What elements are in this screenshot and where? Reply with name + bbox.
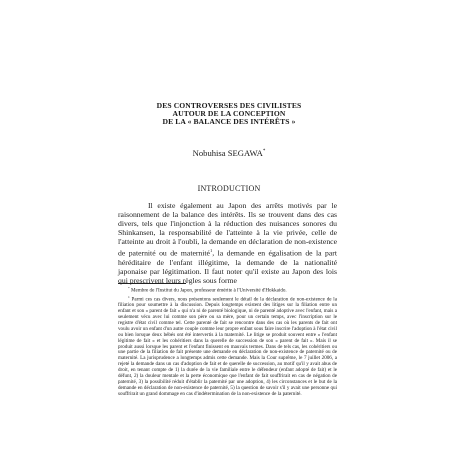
article-title xyxy=(0,102,458,127)
footnote-author xyxy=(118,286,337,295)
footnote-reference-1: 1 xyxy=(209,248,213,254)
body-paragraph xyxy=(118,201,337,285)
footnotes xyxy=(118,286,337,398)
footnote-1 xyxy=(118,295,337,398)
paragraph-text-continued: , la demande en égalisation de la part héréditaire de l'enfant illégitime, la demande de la nationalité japonaise par légitimation. Il faut noter qu'il existe au Japon des lois qui prescrivent leurs règles sous forme xyxy=(118,249,337,286)
section-heading: INTRODUCTION xyxy=(197,184,261,193)
author-footnote-marker: * xyxy=(262,149,266,155)
author-name: Nobuhisa SEGAWA xyxy=(192,148,263,158)
title-line-1: DES CONTROVERSES DES CIVILISTES xyxy=(156,101,302,110)
author-line xyxy=(0,148,458,158)
footnote-separator xyxy=(118,283,186,284)
title-line-2: AUTOUR DE LA CONCEPTION xyxy=(172,109,286,119)
footnote-marker-star: * xyxy=(128,286,130,290)
footnote-author-text: Membre de l'Institut du Japon, professeur émérite à l'Université d'Hokkaido. xyxy=(131,287,287,294)
paragraph-text: Il existe également au Japon des arrêts motivés par le raisonnement de la balance des intérêts. Ils se trouvent dans des cas divers, tels que l'injonction à la réduction des nuisances sonores du Shinkansen, la responsabilité de l'atteinte à la vie privée, celle de l'atteinte au droit à l'oubli, la demande en déclaration de non-existence de paternité ou de maternité xyxy=(118,201,337,259)
footnote-1-text: Parmi ces cas divers, nous présentons seulement le détail de la déclaration de non-existence de la filiation pour soumettre à la discussion. Depuis longtemps existent des litiges sur la filiation entre un enfant et son « parent de fait » qui n'a ni de parenté biologique, ni de parenté adoptive avec l'enfant, mais a seulement vécu avec lui comme son père ou sa mère, pour un certain temps, avec l'inscription sur le registre d'état civil comme tel. Cette parenté de fait se rencontre dans des cas où les parents de fait ont voulu avoir un enfant d'un autre couple comme leur propre enfant sous faire inscrire l'adoption à l'état civil ou bien lorsque deux bébés ont été intervertis à la maternité. Le litige se produit souvent entre « l'enfant légitime de fait » et les cohéritiers dans la querelle de succession de son « parent de fait ». Mais il se produit aussi lorsque les parent et l'enfant finissent en mauvais termes. Dans de tels cas, les cohéritiers ou une partie de la filiation de fait présente une demande en déclaration de non-existence de paternité ou de maternité. La jurisprudence a longtemps admis cette demande. Mais la Cour suprême, le 7 juillet 2006, a rejeté la demande dans un cas d'adoption de fait et de querelle de succession, au motif qu'il y avait abus de droit, en tenant compte de 1) la durée de la vie familiale entre le défendeur (enfant adopté de fait) et le défunt, 2) la douleur mentale et la perte économique que l'enfant de fait souffrirait en cas de négation de paternité, 3) la possibilité réduit d'établir la paternité par une adoption, 4) les circonstances et le but de la demande en déclaration de non-existence de paternité, 5) la question de savoir s'il y avait une personne qui souffrirait un grand dommage en cas d'indétermination de la non-existence de la paternité. xyxy=(118,296,337,397)
title-line-3: DE LA « BALANCE DES INTÉRÊTS » xyxy=(162,117,296,127)
footnote-marker-1: 1 xyxy=(128,294,130,299)
body-text xyxy=(118,201,337,285)
